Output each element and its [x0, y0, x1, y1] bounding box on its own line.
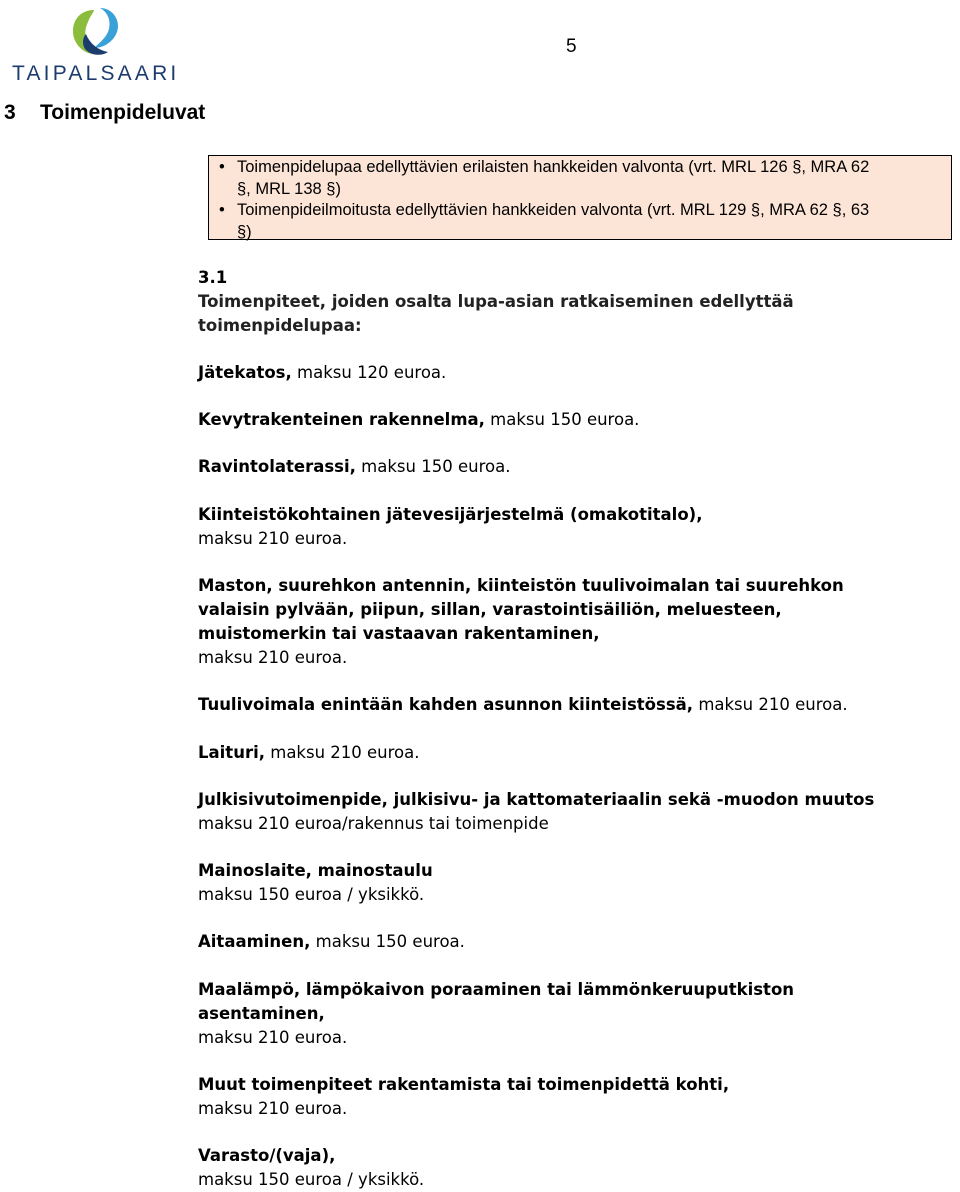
fee-item-name: muistomerkin tai vastaavan rakentaminen,: [198, 624, 600, 643]
info-list-item: [237, 157, 951, 200]
info-box: [208, 155, 952, 240]
fee-item-name: Jätekatos,: [198, 363, 292, 382]
fee-item-fee: maksu 210 euroa.: [693, 695, 848, 714]
section-heading: [4, 101, 205, 125]
fee-item: [198, 455, 953, 479]
subsection-title-line: Toimenpiteet, joiden osalta lupa-asian ratkaiseminen edellyttää: [198, 292, 794, 311]
fee-item-name: valaisin pylvään, piipun, sillan, varastointisäiliön, meluesteen,: [198, 600, 782, 619]
page-number: 5: [566, 36, 577, 57]
logo-text: TAIPALSAARI: [12, 62, 180, 85]
fee-item: [198, 574, 953, 670]
fee-item-name: Varasto/(vaja),: [198, 1146, 336, 1165]
info-list: [209, 156, 951, 243]
fee-item-fee: maksu 150 euroa / yksikkö.: [198, 885, 425, 904]
fee-item-fee: maksu 210 euroa.: [198, 529, 348, 548]
info-list-item: [237, 200, 951, 243]
fee-item-name: Tuulivoimala enintään kahden asunnon kiinteistössä,: [198, 695, 694, 714]
fee-item-name: asentaminen,: [198, 1004, 325, 1023]
info-item-line: • Toimenpideilmoitusta edellyttävien hankkeiden valvonta (vrt. MRL 129 §, MRA 62 §, 63: [237, 201, 870, 219]
fee-item-name: Muut toimenpiteet rakentamista tai toimenpidettä kohti,: [198, 1075, 730, 1094]
section-title: Toimenpideluvat: [40, 101, 206, 124]
fee-item-fee: maksu 210 euroa.: [198, 1099, 348, 1118]
fee-item: [198, 859, 953, 907]
info-item-line: • Toimenpidelupaa edellyttävien erilaisten hankkeiden valvonta (vrt. MRL 126 §, MRA 62: [237, 158, 870, 176]
fee-item-name: Julkisivutoimenpide, julkisivu- ja kattomateriaalin sekä -muodon muutos: [198, 790, 875, 809]
fee-item-fee: maksu 120 euroa.: [291, 363, 447, 382]
fee-item-name: Ravintolaterassi,: [198, 457, 356, 476]
logo-emblem-icon: [64, 4, 128, 62]
taipalsaari-logo: [8, 4, 178, 84]
subsection-title-line: toimenpidelupaa:: [198, 316, 362, 335]
fee-item: [198, 1144, 953, 1192]
fee-item: [198, 408, 953, 432]
fee-item: [198, 503, 953, 551]
fee-item: [198, 1073, 953, 1121]
fee-item: [198, 361, 953, 385]
fee-item: [198, 978, 953, 1050]
fee-item-name: Maalämpö, lämpökaivon poraaminen tai lämmönkeruuputkiston: [198, 980, 795, 999]
fee-item: [198, 930, 953, 954]
fee-item-name: Maston, suurehkon antennin, kiinteistön tuulivoimalan tai suurehkon: [198, 576, 844, 595]
fee-item-fee: maksu 210 euroa.: [265, 743, 420, 762]
fee-item-fee: maksu 210 euroa/rakennus tai toimenpide: [198, 814, 549, 833]
fee-item-name: Aitaaminen,: [198, 932, 311, 951]
fee-item-name: Mainoslaite, mainostaulu: [198, 861, 433, 880]
fee-item-fee: maksu 150 euroa.: [484, 410, 640, 429]
info-item-line: §): [237, 222, 252, 241]
subsection-heading: [198, 266, 953, 338]
info-item-line: §, MRL 138 §): [237, 179, 341, 198]
fee-item-name: Kevytrakenteinen rakennelma,: [198, 410, 485, 429]
fee-item: [198, 741, 953, 765]
fee-item: [198, 788, 953, 836]
fee-item-fee: maksu 150 euroa / yksikkö.: [198, 1170, 425, 1189]
section-number: 3: [4, 101, 16, 124]
fee-item: [198, 693, 953, 717]
fee-item-fee: maksu 210 euroa.: [198, 1028, 348, 1047]
subsection-number: 3.1: [198, 268, 228, 287]
fee-item-fee: maksu 210 euroa.: [198, 648, 348, 667]
fee-item-name: Laituri,: [198, 743, 265, 762]
fee-item-name: Kiinteistökohtainen jätevesijärjestelmä (omakotitalo),: [198, 505, 703, 524]
fee-item-fee: maksu 150 euroa.: [355, 457, 511, 476]
fee-item-fee: maksu 150 euroa.: [310, 932, 465, 951]
